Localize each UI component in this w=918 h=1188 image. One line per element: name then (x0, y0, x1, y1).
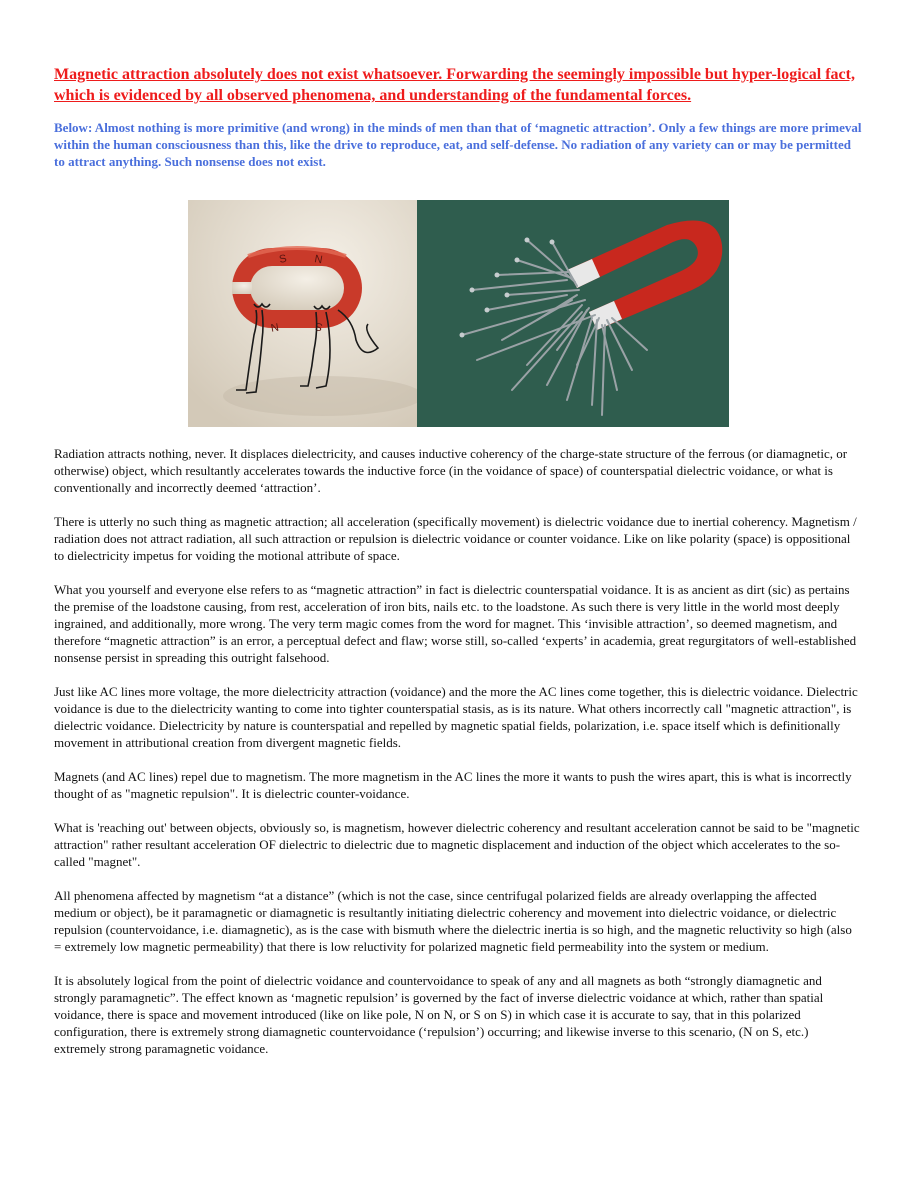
magnet-pole-label: S (278, 252, 288, 266)
paragraph: It is absolutely logical from the point of dielectric voidance and countervoidance to speak of any and all magnets as both “strongly diamagnetic and strongly paramagnetic”. The effect known as ‘magnetic repulsion’ is governed by the fact of inverse dielectric voidance at which, rather than spatial voidance, there is space and movement introduced (like on like pole, N on N, or S on S) in which case it is accurate to say, that in this polarized configuration, there is extremely strong diamagnetic countervoidance (‘repulsion’) occurring; and likewise inverse to this scenario, (N on S, etc.) extremely strong paramagnetic voidance. (54, 973, 824, 1056)
paragraph: What is 'reaching out' between objects, obviously so, is magnetism, however dielectric coherency and resultant acceleration cannot be said to be "magnetic attraction" rather resultant acceleration OF dielectric to dielectric due to magnetic displacement and induction of the object which accelerates to the so-called "magnet". (54, 820, 860, 869)
paragraph: Radiation attracts nothing, never. It displaces dielectricity, and causes inductive coherency of the charge-state structure of the ferrous (or diamagnetic, or otherwise) object, which resultantly accelerates towards the inductive force (in the voidance of space) of counterspatial dielectric voidance, or what is conventionally and incorrectly deemed ‘attraction’. (54, 446, 848, 495)
paragraph: Magnets (and AC lines) repel due to magnetism. The more magnetism in the AC lines the more it wants to push the wires apart, this is what is incorrectly thought of as "magnetic repulsion". It is dielectric counter-voidance. (54, 769, 852, 801)
magnet-nails-photo (417, 200, 729, 427)
magnet-figure-photo (188, 200, 417, 427)
magnet-pole-label: N (313, 253, 324, 267)
paragraph: Just like AC lines more voltage, the more dielectricity attraction (voidance) and the more the AC lines come together, this is dielectric voidance. Dielectric voidance is due to the dielectricity wanting to come into tighter counterspatial stasis, as is its nature. What others incorrectly call "magnetic attraction", is dielectric voidance. Dielectricity by nature is counterspatial and repelled by magnetic spatial fields, polarization, i.e. space itself which is definitionally movement in attributional creation from divergent magnetic fields. (54, 684, 858, 750)
subheading: Below: Almost nothing is more primitive (and wrong) in the minds of men than that of ‘magnetic attraction’. Only a few things are more primeval within the human consciousness than this, like the drive to reproduce, eat, and self-defense. No radiation of any variety can or may be permitted to attract anything. Such nonsense does not exist. (54, 120, 862, 169)
magnet-pole-label: S (314, 319, 324, 333)
headline: Magnetic attraction absolutely does not exist whatsoever. Forwarding the seemingly impossible but hyper-logical fact, which is evidenced by all observed phenomena, and understanding of the fundamental forces. (54, 66, 855, 104)
paragraph: There is utterly no such thing as magnetic attraction; all acceleration (specifically movement) is dielectric voidance due to inertial coherency. Magnetism / radiation does not attract radiation, all such attraction or repulsion is dielectric voidance or counter voidance. Like on like polarity (space) is oppositional to dielectricity impetus for voiding the motional attribute of space. (54, 514, 857, 563)
image-pair (188, 200, 729, 427)
body-text (54, 445, 862, 1074)
paragraph: All phenomena affected by magnetism “at a distance” (which is not the case, since centrifugal polarized fields are already overlapping the affected medium or object), be it paramagnetic or diamagnetic is resultantly initiating dielectric coherency and movement into dielectric voidance, or dielectric repulsion (countervoidance, i.e. diamagnetic), as is the case with bismuth where the dielectric inertia is so high, and the magnetic reluctivity so high (also = extremely low magnetic permeability) that there is low reluctivity for polarized magnetic field permeability into the system or medium. (54, 888, 852, 954)
document-page (54, 64, 862, 1056)
magnet-pole-label: N (269, 320, 280, 334)
paragraph: What you yourself and everyone else refers to as “magnetic attraction” in fact is dielectric counterspatial voidance. It is as ancient as dirt (sic) as pertains the premise of the loadstone causing, from rest, acceleration of iron bits, nails etc. to the loadstone. As such there is very little in the world most deeply ingrained, and additionally, more wrong. The very term magic comes from the word for magnet. This ‘invisible attraction’, so deemed magnetism, and therefore “magnetic attraction” is an error, a perceptual defect and flaw; worse still, so-called ‘experts’ in academia, great regurgitators of well-established nonsense persist in spreading this outright falsehood. (54, 582, 857, 665)
